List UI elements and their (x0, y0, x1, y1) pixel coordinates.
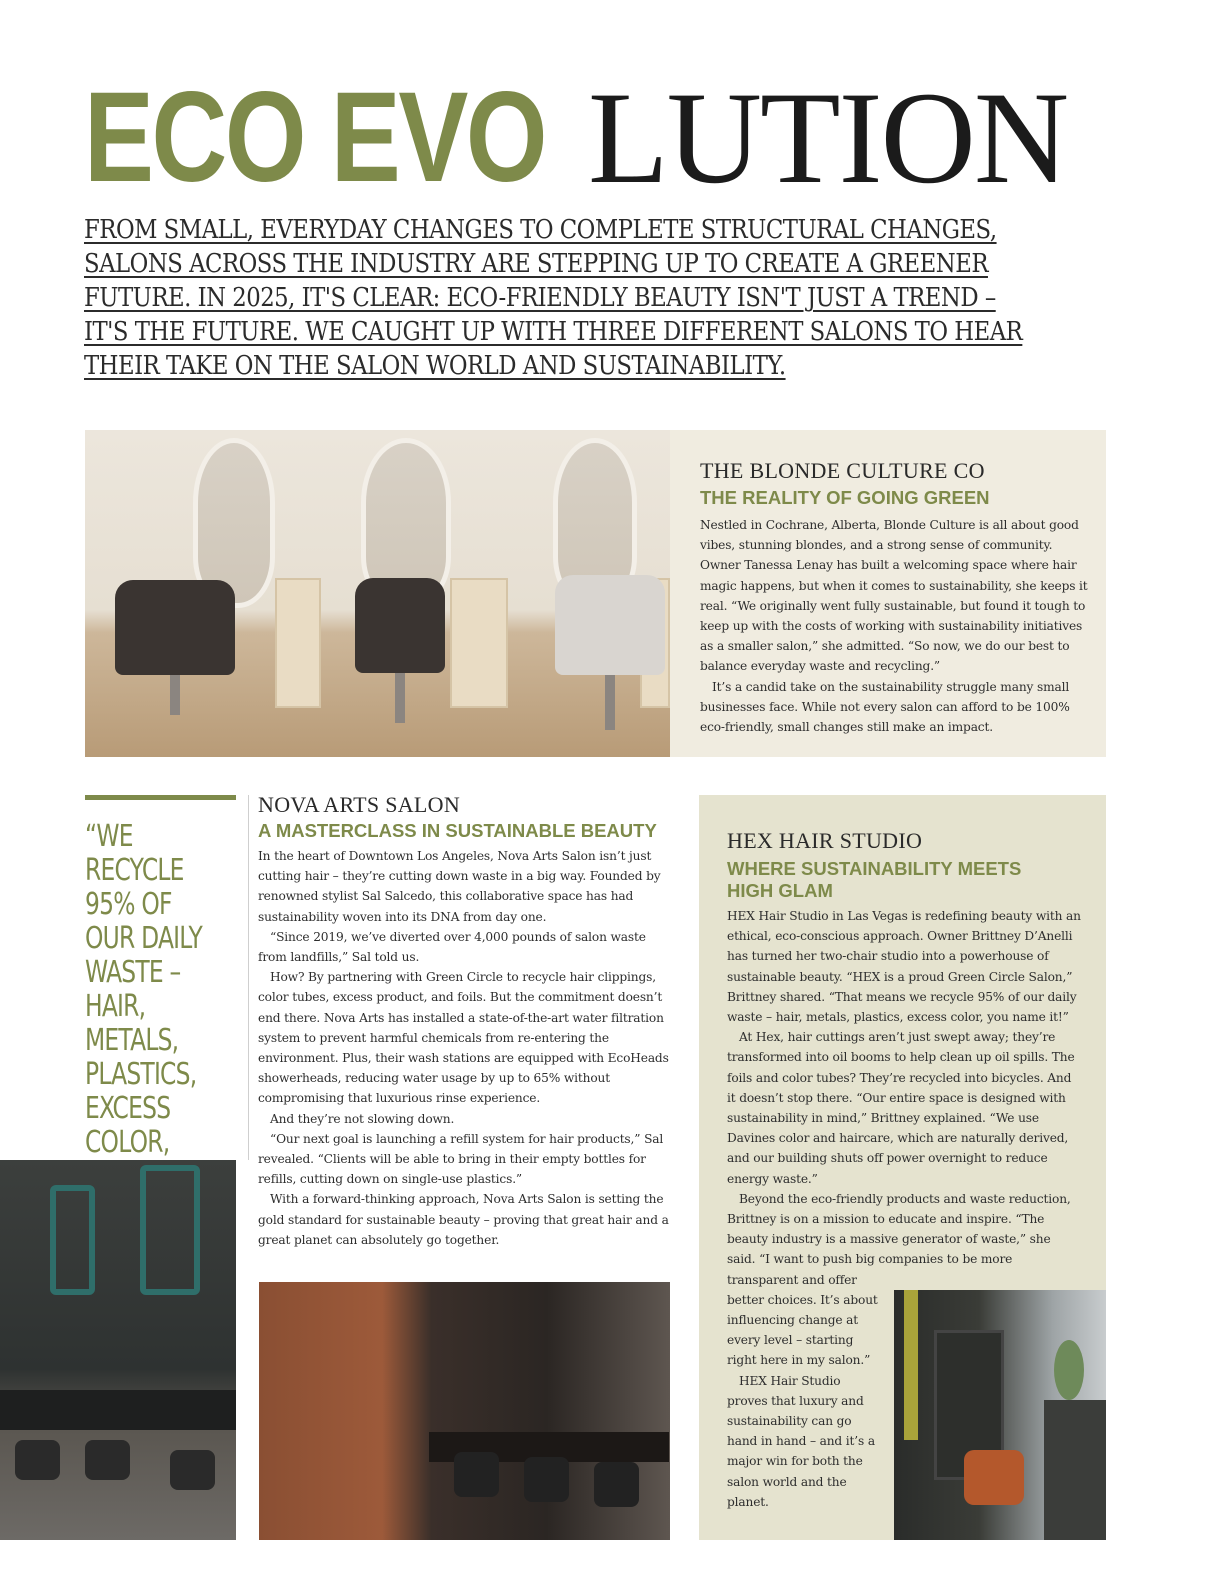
paragraph: “Our next goal is launching a refill system for hair products,” Sal revealed. “Clients will be able to bring in their empty bottles for refills, cutting down on single-use plastics.” (258, 1131, 664, 1187)
paragraph: It’s a candid take on the sustainability struggle many small businesses face. While not every salon can afford to be 100% eco-friendly, small changes still make an impact. (700, 679, 1070, 735)
hex-body (727, 906, 1082, 1270)
nova-arts-stations-photo (259, 1282, 670, 1540)
nova-body (258, 846, 670, 1250)
intro-deck (84, 213, 1023, 383)
paragraph: How? By partnering with Green Circle to recycle hair clippings, color tubes, excess product, and foils. But the commitment doesn’t end there. Nova Arts has installed a state-of-the-art water filtration system to prevent harmful chemicals from re-entering the environment. Plus, their wash stations are equipped with EcoHeads showerheads, reducing water usage by up to 65% without compromising that luxurious rinse experience. (258, 970, 669, 1106)
salon-subtitle-hex: WHERE SUSTAINABILITY MEETS HIGH GLAM (727, 858, 1022, 901)
paragraph: HEX Hair Studio in Las Vegas is redefining beauty with an ethical, eco-conscious approach. Owner Brittney D’Anelli has turned her two-chair studio into a powerhouse of sustainable beauty. “HEX is a proud Green Circle Salon,” Brittney shared. “That means we recycle 95% of our daily waste – hair, metals, plastics, excess color, you name it!” (727, 909, 1081, 1025)
paragraph: HEX Hair Studio proves that luxury and sustainability can go hand in hand – and it’s a major win for both the salon world and the planet. (727, 1373, 875, 1509)
intro-line: FROM SMALL, EVERYDAY CHANGES TO COMPLETE STRUCTURAL CHANGES, (84, 214, 997, 245)
hex-body-narrow (727, 1270, 879, 1512)
hex-hair-studio-photo (894, 1290, 1106, 1540)
column-divider (248, 795, 249, 1160)
paragraph: At Hex, hair cuttings aren’t just swept away; they’re transformed into oil booms to help clean up oil spills. The foils and color tubes? They’re recycled into bicycles. And it doesn’t stop there. “Our entire space is designed with sustainability in mind,” Brittney explained. “We use Davines color and haircare, which are naturally derived, and our building shuts off power overnight to reduce energy waste.” (727, 1030, 1075, 1186)
intro-line: FUTURE. IN 2025, IT'S CLEAR: ECO-FRIENDLY BEAUTY ISN'T JUST A TREND – (84, 282, 996, 313)
paragraph: “Since 2019, we’ve diverted over 4,000 pounds of salon waste from landfills,” Sal told us. (258, 929, 646, 965)
nova-arts-section (258, 792, 670, 1250)
title-part-green: ECO EVO (84, 66, 546, 209)
blonde-culture-salon-photo (85, 430, 670, 757)
paragraph: And they’re not slowing down. (270, 1111, 455, 1126)
pull-quote: “WE RECYCLE 95% OF OUR DAILY WASTE – HAIR, METALS, PLASTICS, EXCESS COLOR, (85, 819, 202, 1160)
blonde-body (700, 515, 1090, 737)
article-title (84, 64, 1124, 211)
paragraph: In the heart of Downtown Los Angeles, Nova Arts Salon isn’t just cutting hair – they’re cutting down waste in a big way. Founded by renowned stylist Sal Salcedo, this collaborative space has had sustainability woven into its DNA from day one. (258, 849, 661, 924)
intro-line: SALONS ACROSS THE INDUSTRY ARE STEPPING UP TO CREATE A GREENER (84, 248, 988, 279)
salon-name-hex: HEX HAIR STUDIO (727, 828, 923, 853)
title-part-black: LUTION (588, 64, 1068, 211)
paragraph: transparent and offer better choices. It’s about influencing change at every level – starting right here in my salon.” (727, 1272, 878, 1368)
intro-line: IT'S THE FUTURE. WE CAUGHT UP WITH THREE DIFFERENT SALONS TO HEAR (84, 316, 1023, 347)
salon-subtitle-nova: A MASTERCLASS IN SUSTAINABLE BEAUTY (258, 820, 657, 841)
blonde-culture-panel (670, 430, 1106, 757)
intro-line: THEIR TAKE ON THE SALON WORLD AND SUSTAINABILITY. (84, 350, 786, 381)
salon-subtitle-blonde: THE REALITY OF GOING GREEN (700, 487, 990, 508)
paragraph: Beyond the eco-friendly products and waste reduction, Brittney is on a mission to educate and inspire. “The beauty industry is a massive generator of waste,” she said. “I want to push big companies to be more (727, 1191, 1071, 1267)
paragraph: With a forward-thinking approach, Nova Arts Salon is setting the gold standard for sustainable beauty – proving that great hair and a great planet can absolutely go together. (258, 1192, 669, 1247)
paragraph: Nestled in Cochrane, Alberta, Blonde Culture is all about good vibes, stunning blondes, and a strong sense of community. Owner Tanessa Lenay has built a welcoming space where hair magic happens, but when it comes to sustainability, she keeps it real. “We originally went fully sustainable, but found it tough to keep up with the costs of working with sustainability initiatives as a smaller salon,” she admitted. “So now, we do our best to balance everyday waste and recycling.” (700, 518, 1088, 674)
salon-name-blonde: THE BLONDE CULTURE CO (700, 458, 985, 483)
quote-rule (85, 795, 236, 800)
salon-name-nova: NOVA ARTS SALON (258, 792, 461, 817)
nova-arts-interior-photo (0, 1160, 236, 1540)
